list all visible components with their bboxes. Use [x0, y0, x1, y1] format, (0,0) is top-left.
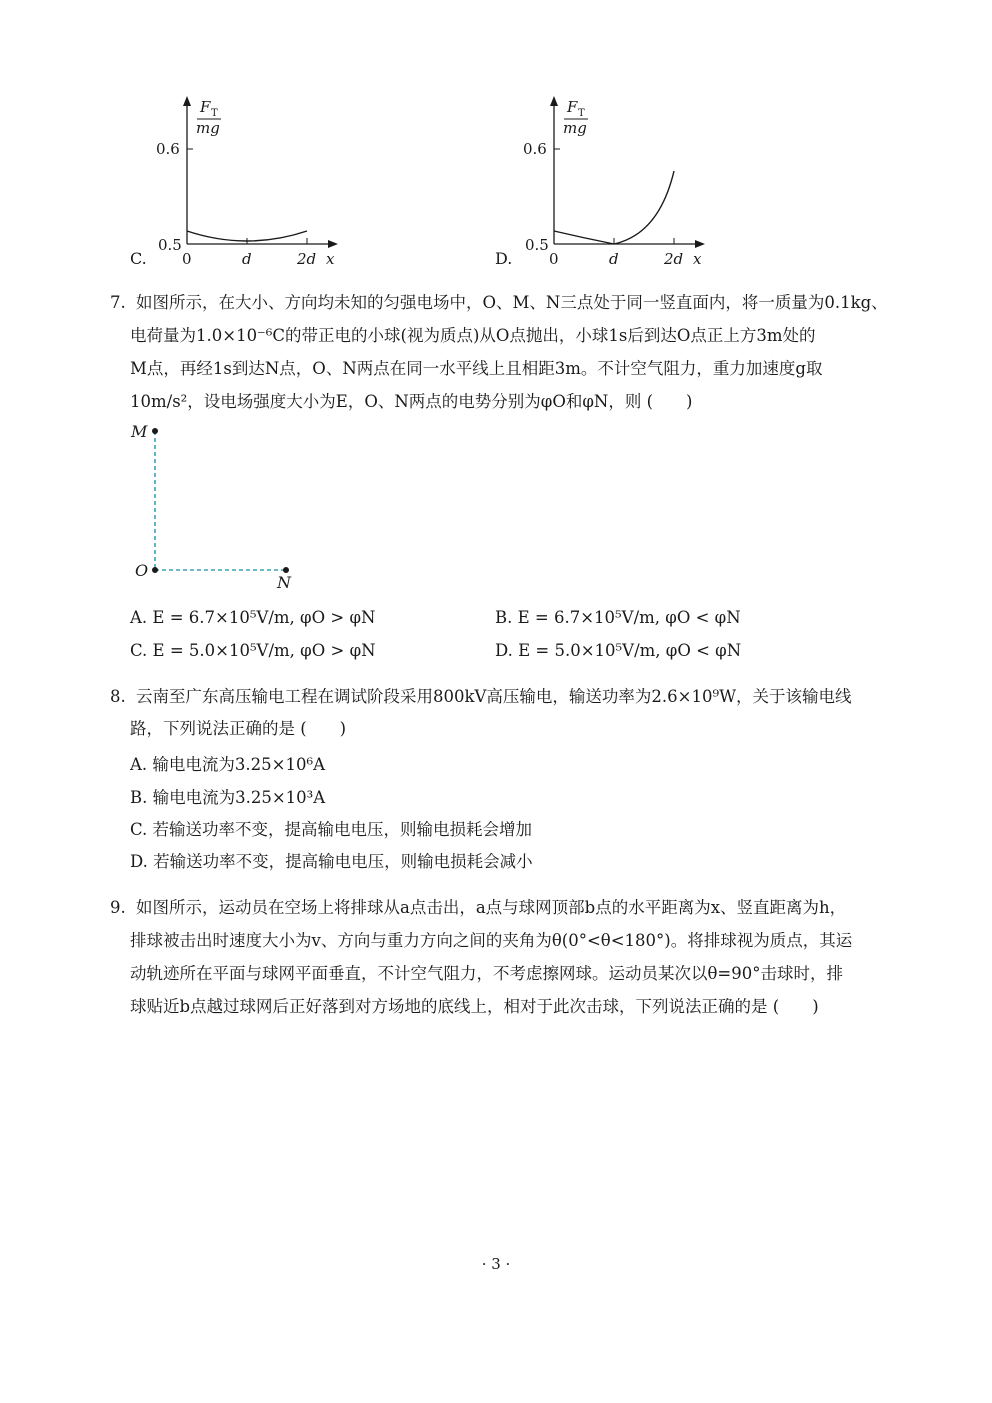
graph-c-xtick-2d: 2d — [297, 250, 317, 268]
graph-d-ytick-05: 0.5 — [525, 236, 549, 254]
q7-point-o — [152, 567, 158, 573]
q8-option-a[interactable]: A. 输电电流为3.25×10⁶A — [130, 755, 325, 774]
q7-option-b[interactable]: B. E = 6.7×10⁵V/m, φO < φN — [495, 608, 741, 627]
graph-c-xtick-d: d — [242, 250, 252, 268]
graph-d-xlabel: x — [693, 250, 702, 268]
graph-c-ytick-06: 0.6 — [156, 140, 180, 158]
q7-point-m — [152, 428, 158, 434]
q7-label-n: N — [277, 573, 291, 592]
q7-line-2: 电荷量为1.0×10⁻⁶C的带正电的小球(视为质点)从O点抛出，小球1s后到达O点正上方3m处的 — [130, 326, 816, 345]
option-d-label: D. — [495, 249, 513, 268]
q7-number: 7. — [110, 293, 126, 312]
q7-label-o: O — [135, 561, 149, 580]
q8-option-b[interactable]: B. 输电电流为3.25×10³A — [130, 788, 326, 807]
q9-line-3: 动轨迹所在平面与球网平面垂直，不计空气阻力，不考虑擦网球。运动员某次以θ=90°击球时，排 — [130, 964, 844, 983]
q9-line-2: 排球被击出时速度大小为v、方向与重力方向之间的夹角为θ(0°<θ<180°)。将排球视为质点，其运 — [130, 931, 853, 950]
graph-d-ylabel-num: F — [567, 98, 578, 116]
graph-d — [487, 92, 717, 272]
q7-option-c[interactable]: C. E = 5.0×10⁵V/m, φO > φN — [130, 641, 376, 660]
graph-d-ylabel-sub: T — [578, 108, 585, 119]
graph-d-ylabel-den: mg — [563, 119, 587, 137]
q9-number: 9. — [110, 898, 126, 917]
q7-line-1: 如图所示，在大小、方向均未知的匀强电场中，O、M、N三点处于同一竖直面内，将一质量为0.1kg、 — [136, 293, 888, 312]
graph-d-xtick-2d: 2d — [664, 250, 684, 268]
q8-line-2: 路，下列说法正确的是 ( ) — [130, 719, 347, 738]
q7-option-a[interactable]: A. E = 6.7×10⁵V/m, φO > φN — [130, 608, 376, 627]
q7-label-m: M — [131, 422, 148, 441]
q9-line-4: 球贴近b点越过球网后正好落到对方场地的底线上，相对于此次击球，下列说法正确的是 ( ) — [130, 997, 819, 1016]
graph-c-ylabel-num: F — [200, 98, 211, 116]
graph-c-xtick-0: 0 — [182, 250, 192, 268]
q8-option-d[interactable]: D. 若输送功率不变，提高输电电压，则输电损耗会减小 — [130, 852, 533, 871]
q7-point-n — [283, 567, 289, 573]
graph-c — [120, 92, 350, 272]
graph-d-xtick-d: d — [609, 250, 619, 268]
q7-option-d[interactable]: D. E = 5.0×10⁵V/m, φO < φN — [495, 641, 742, 660]
q7-line-4: 10m/s²，设电场强度大小为E，O、N两点的电势分别为φO和φN，则 ( ) — [130, 392, 693, 411]
q7-figure — [125, 415, 325, 595]
q9-line-1: 如图所示，运动员在空场上将排球从a点击出，a点与球网顶部b点的水平距离为x、竖直距离为h， — [136, 898, 847, 917]
graph-c-xlabel: x — [326, 250, 335, 268]
q7-line-3: M点，再经1s到达N点，O、N两点在同一水平线上且相距3m。不计空气阻力，重力加速度g取 — [130, 359, 823, 378]
graph-d-xtick-0: 0 — [549, 250, 559, 268]
q8-option-c[interactable]: C. 若输送功率不变，提高输电电压，则输电损耗会增加 — [130, 820, 533, 839]
q8-number: 8. — [110, 687, 126, 706]
graph-c-ytick-05: 0.5 — [158, 236, 182, 254]
graph-d-ytick-06: 0.6 — [523, 140, 547, 158]
graph-d-curve — [554, 171, 674, 244]
graph-c-ylabel-den: mg — [196, 119, 220, 137]
q8-line-1: 云南至广东高压输电工程在调试阶段采用800kV高压输电，输送功率为2.6×10⁹W，关于该输电线 — [136, 687, 852, 706]
page-number: · 3 · — [481, 1255, 511, 1273]
option-c-label: C. — [130, 249, 147, 268]
graph-c-ylabel-sub: T — [211, 108, 218, 119]
